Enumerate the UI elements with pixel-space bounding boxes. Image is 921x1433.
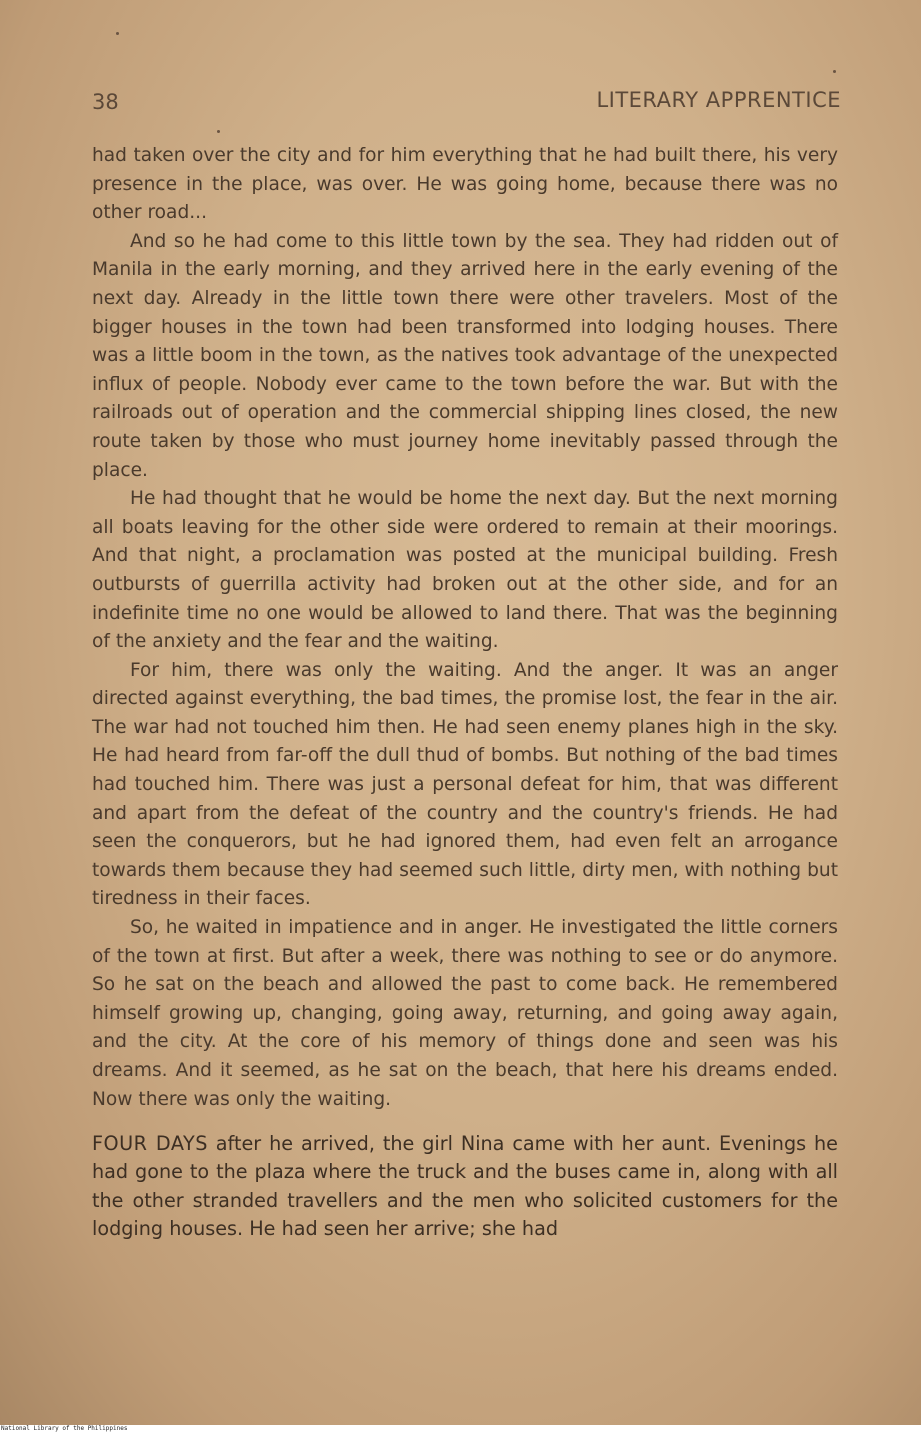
footer-strip (0, 1425, 921, 1433)
ink-speck (833, 70, 836, 73)
ink-speck (217, 130, 220, 133)
body-text (92, 142, 838, 1243)
section-lead: FOUR DAYS (92, 1132, 208, 1156)
running-head: LITERARY APPRENTICE (596, 88, 841, 112)
page-number: 38 (92, 90, 119, 114)
ink-speck (116, 32, 119, 35)
library-credit: National Library of the Philippines (1, 1425, 128, 1432)
paragraph: For him, there was only the waiting. And the anger. It was an anger directed against everything, the bad times, the promise lost, the fear in the air. The war had not touched him then. He had seen enemy planes high in the sky. He had heard from far-off the dull thud of bombs. But nothing of the bad times had touched him. There was just a personal defeat for him, that was different and apart from the defeat of the country and the country's friends. He had seen the conquerors, but he had ignored them, had even felt an arrogance towards them because they had seemed such little, dirty men, with nothing but tiredness in their faces. (92, 659, 838, 910)
section-text: after he arrived, the girl Nina came with her aunt. Evenings he had gone to the plaza where the truck and the buses came in, along with all the other stranded travellers and the men who solicited customers for the lodging houses. He had seen her arrive; she had (92, 1132, 838, 1240)
paragraph: had taken over the city and for him everything that he had built there, his very presence in the place, was over. He was going home, because there was no other road... (92, 145, 838, 224)
paragraph: So, he waited in impatience and in anger. He investigated the little corners of the town at first. But after a week, there was nothing to see or do anymore. So he sat on the beach and allowed the past to come back. He remembered himself growing up, changing, going away, returning, and going away again, and the city. At the core of his memory of things done and seen was his dreams. And it seemed, as he sat on the beach, that here his dreams ended. Now there was only the waiting. (92, 917, 838, 1110)
section-paragraph (92, 1130, 838, 1243)
paragraph: He had thought that he would be home the next day. But the next morning all boats leaving for the other side were ordered to remain at their moorings. And that night, a proclamation was posted at the municipal building. Fresh outbursts of guerrilla activity had broken out at the other side, and for an indefinite time no one would be allowed to land there. That was the beginning of the anxiety and the fear and the waiting. (92, 488, 838, 653)
paragraph: And so he had come to this little town by the sea. They had ridden out of Manila in the early morning, and they arrived here in the early evening of the next day. Already in the little town there were other travelers. Most of the bigger houses in the town had been transformed into lodging houses. There was a little boom in the town, as the natives took advantage of the unexpected influx of people. Nobody ever came to the town before the war. But with the railroads out of operation and the commercial shipping lines closed, the new route taken by those who must journey home inevitably passed through the place. (92, 230, 838, 481)
